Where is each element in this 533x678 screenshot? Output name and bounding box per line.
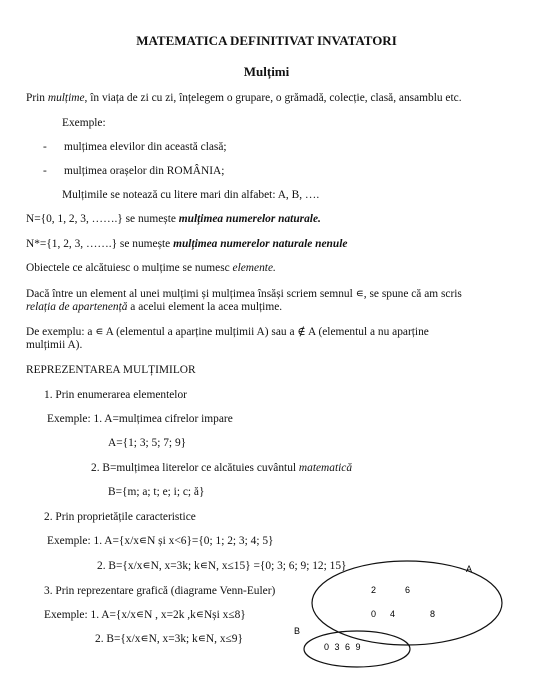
n-set: N={0, 1, 2, 3, …….} se numește: [26, 213, 179, 225]
venn-a-label: A: [466, 564, 473, 574]
membership-line-2: [26, 300, 282, 314]
nstar-set-name: mulțimea numerelor naturale nenule: [173, 238, 348, 250]
method-1-example-2: [91, 461, 352, 475]
elements-emphasis: elemente.: [232, 262, 276, 274]
notation-text: Mulțimile se notează cu litere mari din alfabet: A, B, ….: [62, 189, 320, 201]
venn-a-element: 6: [405, 585, 411, 595]
intro-rest: , în viața de zi cu zi, înțelegem o grupare, o grămadă, colecție, clasă, ansamblu etc.: [84, 92, 462, 104]
method-1-example-2-set: B={m; a; t; e; i; c; ă}: [108, 486, 205, 498]
elements-text: Obiectele ce alcătuiesc o mulțime se numesc: [26, 262, 233, 274]
method-1-example-2-text: 2. B=mulțimea literelor ce alcătuies cuvântul: [91, 462, 299, 474]
intro-text: Prin: [26, 92, 48, 104]
venn-b-elements: 0 3 6 9: [324, 642, 363, 652]
method-2-example-1: Exemple: 1. A={x/x∊N și x<6}={0; 1; 2; 3; 4; 5}: [47, 535, 274, 547]
intro-emphasis: mulțime: [47, 92, 85, 104]
n-set-name: mulțimea numerelor naturale.: [178, 213, 321, 225]
method-1-example-2-word: matematică: [298, 462, 353, 474]
example-line-1: De exemplu: a ∊ A (elementul a aparține mulțimii A) sau a ∉ A (elementul a nu aparține: [26, 326, 429, 338]
venn-diagram-b: [294, 626, 410, 667]
document-title: MATEMATICA DEFINITIVAT INVATATORI: [136, 33, 397, 48]
venn-a-element: 2: [371, 585, 377, 595]
intro-paragraph: [26, 91, 462, 105]
method-3-example-1: Exemple: 1. A={x/x∊N , x=2k ,k∊Nși x≤8}: [44, 609, 246, 621]
method-1-example-1: Exemple: 1. A=mulțimea cifrelor impare: [47, 413, 233, 425]
venn-a-element: 4: [390, 609, 396, 619]
venn-b-ellipse: [304, 631, 410, 667]
natural-numbers-line: [26, 212, 321, 226]
venn-a-element: 8: [430, 609, 436, 619]
venn-a-element: 0: [371, 609, 377, 619]
bullet-dash-1: -: [43, 141, 47, 153]
bullet-dash-2: -: [43, 165, 47, 177]
bullet-item-2: mulțimea orașelor din ROMÂNIA;: [64, 165, 225, 177]
method-3-example-2: 2. B={x/x∊N, x=3k; k∊N, x≤9}: [95, 633, 243, 645]
venn-a-ellipse: [312, 561, 502, 645]
membership-emphasis: relația de apartenență: [26, 301, 128, 313]
examples-label: Exemple:: [62, 117, 106, 129]
method-1-heading: 1. Prin enumerarea elementelor: [44, 389, 187, 401]
method-3-heading: 3. Prin reprezentare grafică (diagrame Venn-Euler): [44, 585, 276, 597]
method-2-example-2: 2. B={x/x∊N, x=3k; k∊N, x≤15} ={0; 3; 6; 9; 12; 15}: [97, 560, 347, 572]
document-subtitle: Mulțimi: [243, 64, 290, 79]
bullet-item-1: mulțimea elevilor din această clasă;: [64, 141, 227, 153]
nstar-set: N*={1, 2, 3, …….} se numește: [26, 238, 174, 250]
elements-line: [26, 261, 276, 275]
membership-line-1: Dacă între un element al unei mulțimi și mulțimea însăși scriem semnul ∊, se spune că am scris: [26, 288, 462, 300]
nonzero-natural-line: [26, 237, 347, 251]
section-heading: REPREZENTAREA MULȚIMILOR: [26, 364, 196, 376]
method-2-heading: 2. Prin proprietățile caracteristice: [44, 511, 196, 523]
example-line-2: mulțimii A).: [26, 339, 83, 351]
venn-diagram-a: [312, 561, 502, 645]
membership-rest: a acelui element la acea mulțime.: [127, 301, 283, 313]
venn-b-label: B: [294, 626, 301, 636]
method-1-example-1-set: A={1; 3; 5; 7; 9}: [108, 437, 187, 449]
